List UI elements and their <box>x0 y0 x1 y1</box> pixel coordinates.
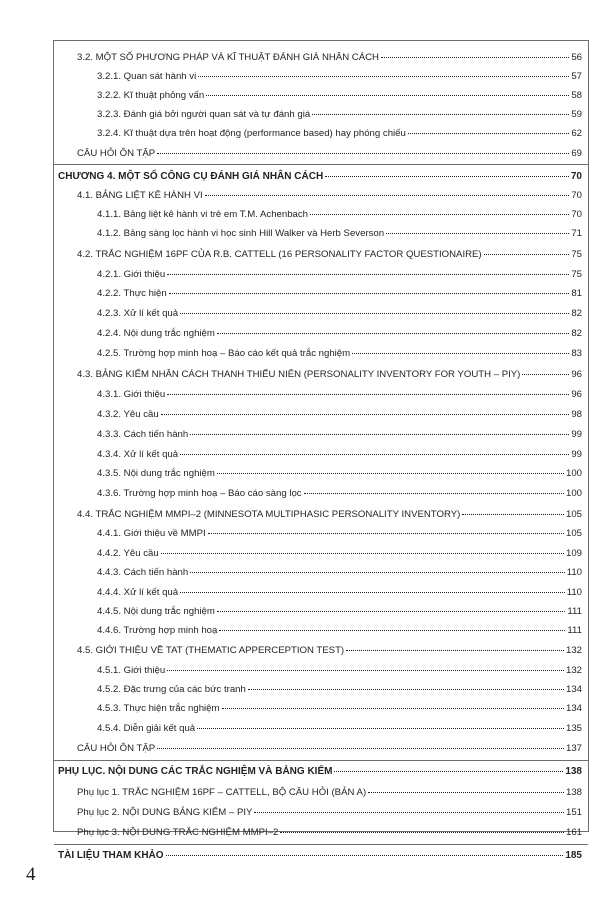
toc-entry-page: 138 <box>565 766 582 777</box>
toc-entry-title: CHƯƠNG 4. MỘT SỐ CÔNG CỤ ĐÁNH GIÁ NHÂN CÁCH <box>58 171 324 182</box>
dot-leader <box>190 562 564 573</box>
toc-entry-page: 110 <box>566 587 582 598</box>
toc-subsection-entry[interactable] <box>54 662 588 678</box>
dot-leader <box>197 718 564 729</box>
dot-leader <box>167 264 569 275</box>
toc-entry-page: 138 <box>565 787 582 798</box>
toc-entry-title: 4.1.2. Bảng sàng lọc hành vi học sinh Hill Walker và Herb Severson <box>97 228 385 239</box>
toc-entry-page: 96 <box>571 369 582 380</box>
toc-entry-page: 185 <box>565 850 582 861</box>
toc-chapter-entry[interactable] <box>54 847 588 863</box>
toc-section-entry[interactable] <box>54 145 588 161</box>
dot-leader <box>157 738 564 749</box>
dot-leader <box>208 523 564 534</box>
toc-entry-title: 4.5. GIỚI THIỆU VỀ TAT (THEMATIC APPERCEPTION TEST) <box>77 645 345 656</box>
toc-entry-title: 4.2.1. Giới thiệu <box>97 269 166 280</box>
table-of-contents <box>53 40 589 861</box>
toc-entry-title: 4.4.3. Cách tiến hành <box>97 567 189 578</box>
toc-entry-title: 3.2.4. Kĩ thuật dựa trên hoạt động (performance based) hay phóng chiếu <box>97 128 406 139</box>
toc-entry-page: 132 <box>565 665 582 676</box>
toc-subsection-entry[interactable] <box>54 525 588 541</box>
toc-entry-title: 4.1. BẢNG LIỆT KÊ HÀNH VI <box>77 190 203 201</box>
toc-entry-title: 4.3.1. Giới thiệu <box>97 389 166 400</box>
toc-entry-title: 4.3.5. Nội dung trắc nghiệm <box>97 468 215 479</box>
dot-leader <box>254 802 564 813</box>
dot-leader <box>484 244 570 255</box>
dot-leader <box>334 761 563 772</box>
toc-subsection-entry[interactable] <box>54 545 588 561</box>
toc-entry-page: 96 <box>571 389 582 400</box>
toc-entry-page: 82 <box>571 308 582 319</box>
toc-entry-title: Phụ lục 2. NỘI DUNG BẢNG KIỂM – PIY <box>77 807 253 818</box>
toc-entry-title: 4.5.3. Thực hiện trắc nghiệm <box>97 703 220 714</box>
toc-subsection-entry[interactable] <box>54 87 588 103</box>
toc-entry-title: PHỤ LỤC. NỘI DUNG CÁC TRẮC NGHIỆM VÀ BẢNG KIỂM <box>58 766 333 777</box>
toc-entry-title: 4.3. BẢNG KIỂM NHÂN CÁCH THANH THIẾU NIÊN (PERSONALITY INVENTORY FOR YOUTH – PIY) <box>77 369 521 380</box>
dot-leader <box>248 679 564 690</box>
toc-entry-title: 3.2.3. Đánh giá bởi người quan sát và tự đánh giá <box>97 109 311 120</box>
toc-entry-title: 3.2.2. Kĩ thuật phỏng vấn <box>97 90 205 101</box>
toc-entry-page: 81 <box>571 288 582 299</box>
toc-entry-page: 57 <box>571 71 582 82</box>
toc-subsection-entry[interactable] <box>54 68 588 84</box>
toc-entry-page: 56 <box>571 52 582 63</box>
toc-subsection-entry[interactable] <box>54 584 588 600</box>
toc-subsection-entry[interactable] <box>54 285 588 301</box>
toc-entry-title: 4.1.1. Bảng liệt kê hành vi trẻ em T.M. Achenbach <box>97 209 309 220</box>
toc-section-entry[interactable] <box>54 824 588 840</box>
toc-entry-page: 134 <box>565 684 582 695</box>
toc-entry-page: 99 <box>571 429 582 440</box>
toc-entry-page: 105 <box>565 528 582 539</box>
dot-leader <box>408 123 569 134</box>
toc-subsection-entry[interactable] <box>54 305 588 321</box>
toc-entry-page: 99 <box>571 449 582 460</box>
toc-entry-page: 59 <box>571 109 582 120</box>
dot-leader <box>381 47 569 58</box>
dot-leader <box>169 283 570 294</box>
toc-entry-title: 4.4. TRẮC NGHIỆM MMPI–2 (MINNESOTA MULTIPHASIC PERSONALITY INVENTORY) <box>77 509 461 520</box>
toc-subsection-entry[interactable] <box>54 622 588 638</box>
toc-entry-page: 110 <box>566 567 582 578</box>
dot-leader <box>167 660 564 671</box>
toc-section-entry[interactable] <box>54 366 588 382</box>
toc-entry-page: 132 <box>565 645 582 656</box>
toc-chapter-entry[interactable] <box>54 763 588 779</box>
dot-leader <box>217 463 564 474</box>
toc-chapter-entry[interactable] <box>54 168 588 184</box>
toc-subsection-entry[interactable] <box>54 446 588 462</box>
toc-section-entry[interactable] <box>54 804 588 820</box>
toc-entry-page: 111 <box>567 625 582 636</box>
toc-entry-page: 75 <box>571 269 582 280</box>
toc-entry-title: Phụ lục 3. NỘI DUNG TRẮC NGHIỆM MMPI–2 <box>77 827 279 838</box>
toc-section-entry[interactable] <box>54 506 588 522</box>
toc-entry-title: CÂU HỎI ÔN TẬP <box>77 148 156 159</box>
dot-leader <box>219 620 565 631</box>
toc-entry-page: 69 <box>571 148 582 159</box>
toc-section-entry[interactable] <box>54 784 588 800</box>
toc-entry-title: 4.3.3. Cách tiến hành <box>97 429 189 440</box>
toc-entry-title: 4.4.4. Xử lí kết quả <box>97 587 179 598</box>
toc-subsection-entry[interactable] <box>54 266 588 282</box>
dot-leader <box>462 504 564 515</box>
toc-subsection-entry[interactable] <box>54 345 588 361</box>
toc-section-entry[interactable] <box>54 740 588 756</box>
dot-leader <box>352 343 569 354</box>
dot-leader <box>368 782 564 793</box>
dot-leader <box>217 601 566 612</box>
toc-section-entry[interactable] <box>54 49 588 65</box>
dot-leader <box>325 166 569 177</box>
toc-subsection-entry[interactable] <box>54 603 588 619</box>
toc-entry-title: 4.2.4. Nội dung trắc nghiệm <box>97 328 215 339</box>
toc-subsection-entry[interactable] <box>54 426 588 442</box>
toc-entry-title: Phụ lục 1. TRẮC NGHIỆM 16PF – CATTELL, BỘ CÂU HỎI (BẢN A) <box>77 787 367 798</box>
toc-entry-page: 82 <box>571 328 582 339</box>
toc-entry-title: 4.4.1. Giới thiệu về MMPI <box>97 528 206 539</box>
toc-subsection-entry[interactable] <box>54 225 588 241</box>
dot-leader <box>198 66 569 77</box>
page-number: 4 <box>26 864 36 885</box>
toc-entry-page: 111 <box>567 606 582 617</box>
toc-entry-title: 4.5.4. Diễn giải kết quả <box>97 723 196 734</box>
toc-entry-title: 4.3.2. Yêu cầu <box>97 409 159 420</box>
toc-subsection-entry[interactable] <box>54 206 588 222</box>
dot-leader <box>310 204 569 215</box>
dot-leader <box>157 143 569 154</box>
toc-entry-title: 3.2. MỘT SỐ PHƯƠNG PHÁP VÀ KĨ THUẬT ĐÁNH GIÁ NHÂN CÁCH <box>77 52 379 63</box>
toc-entry-title: 4.4.6. Trường hợp minh hoạ <box>97 625 218 636</box>
toc-entry-title: 3.2.1. Quan sát hành vi <box>97 71 197 82</box>
toc-subsection-entry[interactable] <box>54 465 588 481</box>
dot-leader <box>205 185 570 196</box>
toc-entry-title: 4.5.1. Giới thiệu <box>97 665 166 676</box>
dot-leader <box>180 444 569 455</box>
toc-entry-page: 83 <box>571 348 582 359</box>
dot-leader <box>304 483 564 494</box>
toc-entry-page: 134 <box>565 703 582 714</box>
toc-entry-title: 4.2.2. Thực hiện <box>97 288 167 299</box>
toc-section-entry[interactable] <box>54 187 588 203</box>
toc-subsection-entry[interactable] <box>54 106 588 122</box>
dot-leader <box>180 582 565 593</box>
dot-leader <box>206 85 569 96</box>
toc-entry-page: 58 <box>571 90 582 101</box>
toc-subsection-entry[interactable] <box>54 386 588 402</box>
toc-subsection-entry[interactable] <box>54 406 588 422</box>
toc-section-entry[interactable] <box>54 642 588 658</box>
dot-leader <box>180 303 569 314</box>
toc-subsection-entry[interactable] <box>54 564 588 580</box>
toc-entry-title: 4.2.5. Trường hợp minh hoạ – Báo cáo kết quả trắc nghiệm <box>97 348 351 359</box>
toc-entry-page: 151 <box>565 807 582 818</box>
toc-subsection-entry[interactable] <box>54 720 588 736</box>
dot-leader <box>167 384 569 395</box>
toc-entry-title: 4.3.4. Xử lí kết quả <box>97 449 179 460</box>
toc-entry-page: 70 <box>571 209 582 220</box>
toc-entry-page: 100 <box>565 488 582 499</box>
dot-leader <box>386 223 569 234</box>
toc-entry-title: 4.4.5. Nội dung trắc nghiệm <box>97 606 215 617</box>
dot-leader <box>217 323 569 334</box>
toc-entry-page: 100 <box>565 468 582 479</box>
toc-entry-title: 4.5.2. Đặc trưng của các bức tranh <box>97 684 246 695</box>
toc-entry-title: 4.2.3. Xử lí kết quả <box>97 308 179 319</box>
toc-entry-page: 109 <box>565 548 582 559</box>
dot-leader <box>161 404 570 415</box>
toc-entry-page: 105 <box>565 509 582 520</box>
dot-leader <box>312 104 569 115</box>
toc-entry-page: 135 <box>565 723 582 734</box>
toc-subsection-entry[interactable] <box>54 700 588 716</box>
toc-subsection-entry[interactable] <box>54 325 588 341</box>
dot-leader <box>166 845 564 856</box>
toc-section-entry[interactable] <box>54 246 588 262</box>
section-divider <box>54 164 588 165</box>
toc-subsection-entry[interactable] <box>54 125 588 141</box>
dot-leader <box>522 364 569 375</box>
toc-entry-page: 70 <box>570 171 582 182</box>
toc-entry-page: 137 <box>565 743 582 754</box>
toc-entry-page: 98 <box>571 409 582 420</box>
toc-entry-page: 161 <box>565 827 582 838</box>
toc-entry-page: 62 <box>571 128 582 139</box>
toc-subsection-entry[interactable] <box>54 485 588 501</box>
toc-entry-page: 71 <box>571 228 582 239</box>
dot-leader <box>346 640 564 651</box>
toc-entry-page: 70 <box>571 190 582 201</box>
toc-entry-title: 4.4.2. Yêu cầu <box>97 548 159 559</box>
toc-entry-page: 75 <box>571 249 582 260</box>
dot-leader <box>161 543 564 554</box>
toc-entry-title: 4.2. TRẮC NGHIỆM 16PF CỦA R.B. CATTELL (16 PERSONALITY FACTOR QUESTIONAIRE) <box>77 249 482 260</box>
toc-entry-title: TÀI LIỆU THAM KHẢO <box>58 850 164 861</box>
toc-subsection-entry[interactable] <box>54 681 588 697</box>
dot-leader <box>190 424 569 435</box>
toc-entry-title: 4.3.6. Trường hợp minh hoạ – Báo cáo sàng lọc <box>97 488 302 499</box>
dot-leader <box>280 822 564 833</box>
toc-entry-title: CÂU HỎI ÔN TẬP <box>77 743 156 754</box>
dot-leader <box>222 698 564 709</box>
